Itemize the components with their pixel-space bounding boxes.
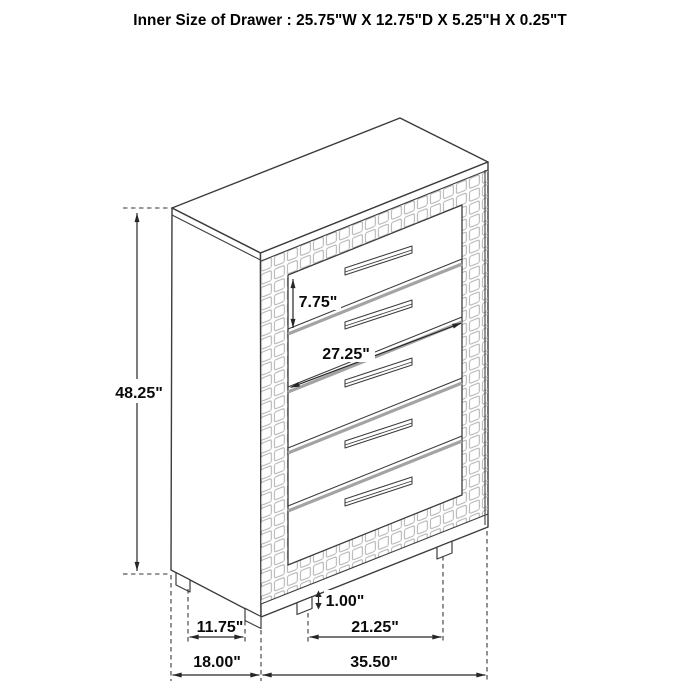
dim-label-base-height: 1.00" bbox=[325, 593, 365, 610]
dim-label-overall-width: 35.50" bbox=[350, 654, 398, 671]
chest-side-panel bbox=[171, 208, 261, 617]
dim-label-drawer-height: 7.75" bbox=[298, 294, 338, 311]
dim-label-overall-depth: 18.00" bbox=[193, 654, 241, 671]
dim-overall-height bbox=[110, 208, 172, 574]
dim-label-drawer-width: 27.25" bbox=[322, 346, 370, 363]
dim-label-overall-height: 48.25" bbox=[115, 385, 163, 402]
dim-label-side-foot-span: 11.75" bbox=[196, 619, 244, 636]
page-title: Inner Size of Drawer : 25.75"W X 12.75"D X 5.25"H X 0.25"T bbox=[133, 12, 567, 29]
dim-label-front-foot-span: 21.25" bbox=[351, 619, 399, 636]
